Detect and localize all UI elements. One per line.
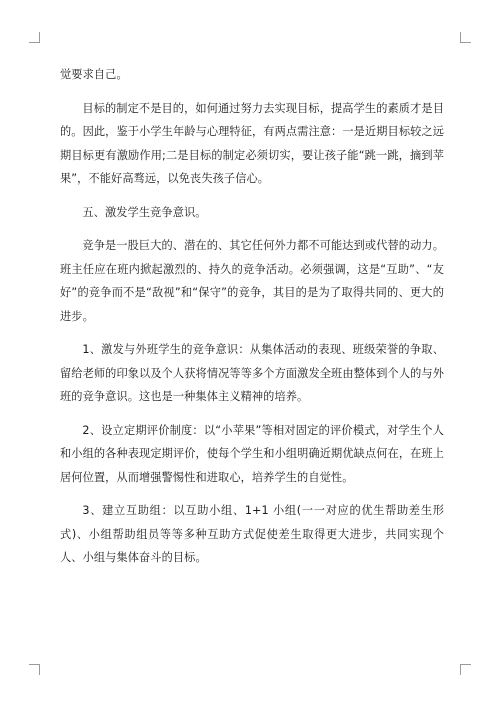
section-heading-competition: 五、激发学生竞争意识。 (82, 205, 207, 219)
paragraph-item-2: 2、设立定期评价制度：以“小苹果”等相对固定的评价模式，对学生个人和小组的各种表现定期评价，使每个学生和小组明确近期优缺点何在，在班上居何位置，从而增强警惕性和进取心，培养学生的自觉性。 (60, 423, 444, 484)
paragraph-item-3: 3、建立互助组：以互助小组、1+1 小组(一一对应的优生帮助差生形式)、小组帮助组员等等多种互助方式促使差生取得更大进步，共同实现个人、小组与集体奋斗的目标。 (60, 504, 444, 564)
paragraph-goal-setting: 目标的制定不是目的，如何通过努力去实现目标，提高学生的素质才是目的。因此，鉴于小学生年龄与心理特征，有两点需注意：一是近期目标较之远期目标更有激励作用;二是目标的制定必须切实，要让孩子能“跳一跳，摘到苹果”，不能好高骛远，以免丧失孩子信心。 (60, 101, 444, 185)
document-body (60, 63, 444, 580)
crop-mark-top-left (29, 32, 40, 43)
crop-mark-bottom-right (460, 664, 471, 675)
paragraph-continuation: 觉要求自己。 (60, 68, 128, 81)
paragraph-item-1: 1、激发与外班学生的竞争意识：从集体活动的表现、班级荣誉的争取、留给老师的印象以及个人获将情况等等多个方面激发全班由整体到个人的与外班的竞争意识。这也是一种集体主义精神的培养。 (60, 343, 444, 403)
crop-mark-bottom-left (29, 664, 40, 675)
crop-mark-top-right (460, 32, 471, 43)
paragraph-competition-intro: 竞争是一股巨大的、潜在的、其它任何外力都不可能达到或代替的动力。班主任应在班内掀起激烈的、持久的竞争活动。必须强调，这是“互助”、“友好”的竞争而不是“敌视”和“保守”的竞争，其目的是为了取得共同的、更大的进步。 (60, 239, 444, 323)
